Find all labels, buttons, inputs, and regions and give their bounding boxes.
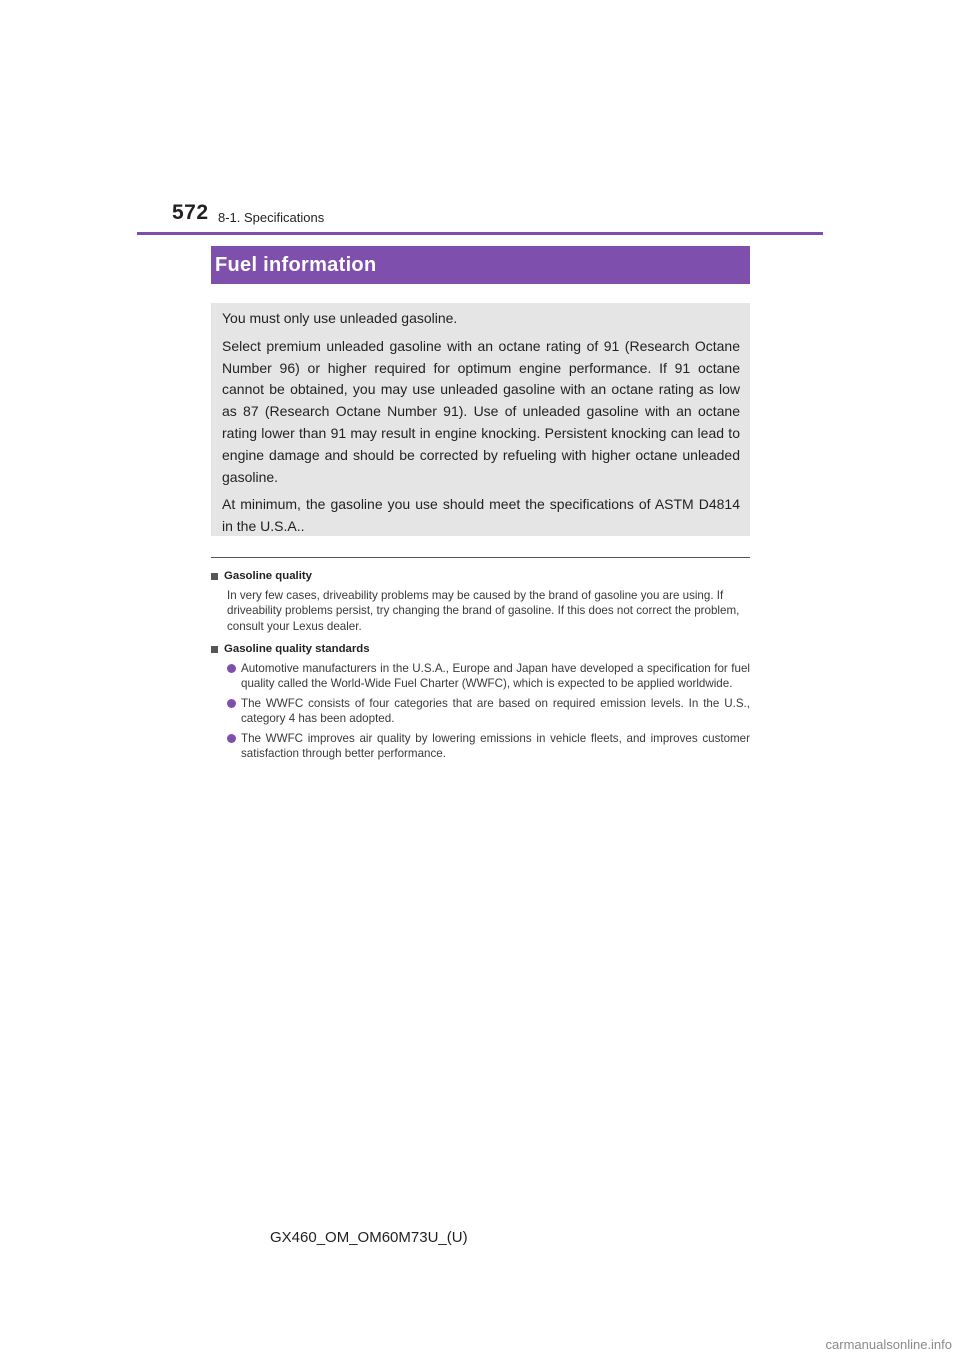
info-box	[211, 303, 750, 536]
page-title: Fuel information	[215, 253, 377, 276]
divider	[211, 557, 750, 558]
list-item	[227, 696, 750, 727]
title-bar	[211, 246, 750, 284]
round-bullet-icon	[227, 699, 236, 708]
watermark: carmanualsonline.info	[825, 1337, 952, 1352]
list-item-text: The WWFC consists of four categories that are based on required emission levels. In the U.S., category 4 has been adopted.	[241, 696, 750, 725]
note-heading-gasoline-quality	[211, 569, 750, 585]
note-heading-quality-standards	[211, 642, 750, 658]
section-label: 8-1. Specifications	[218, 210, 325, 225]
list-item-text: The WWFC improves air quality by lowering emissions in vehicle fleets, and improves customer satisfaction through better performance.	[241, 731, 750, 760]
info-paragraph: You must only use unleaded gasoline.	[222, 310, 458, 326]
square-bullet-icon	[211, 573, 218, 580]
document-code: GX460_OM_OM60M73U_(U)	[270, 1229, 468, 1246]
list-item	[227, 661, 750, 692]
note-heading-label: Gasoline quality	[224, 570, 312, 582]
page-number: 572	[172, 201, 209, 224]
round-bullet-icon	[227, 664, 236, 673]
list-item	[227, 731, 750, 762]
info-paragraph: At minimum, the gasoline you use should meet the specifications of ASTM D4814 in the U.S.A..	[222, 496, 740, 535]
info-paragraph: Select premium unleaded gasoline with an octane rating of 91 (Research Octane Number 96) or higher required for optimum engine performance. If 91 octane cannot be obtained, you may use unleaded gasoline with an octane rating as low as 87 (Research Octane Number 91). Use of unleaded gasoline with an octane rating lower than 91 may result in engine knocking. Persistent knocking can lead to engine damage and should be corrected by refueling with higher octane unleaded gasoline.	[222, 337, 740, 485]
notes-section	[211, 569, 750, 766]
square-bullet-icon	[211, 646, 218, 653]
standards-list	[211, 661, 750, 762]
header-rule	[137, 232, 823, 235]
note-heading-label: Gasoline quality standards	[224, 643, 370, 655]
list-item-text: Automotive manufacturers in the U.S.A., Europe and Japan have developed a specification for fuel quality called the World-Wide Fuel Charter (WWFC), which is expected to be applied worldwide.	[241, 661, 750, 690]
note-body-gasoline-quality: In very few cases, driveability problems may be caused by the brand of gasoline you are using. If driveability problems persist, try changing the brand of gasoline. If this does not correct the problem, consult your Lexus dealer.	[227, 588, 740, 633]
round-bullet-icon	[227, 734, 236, 743]
